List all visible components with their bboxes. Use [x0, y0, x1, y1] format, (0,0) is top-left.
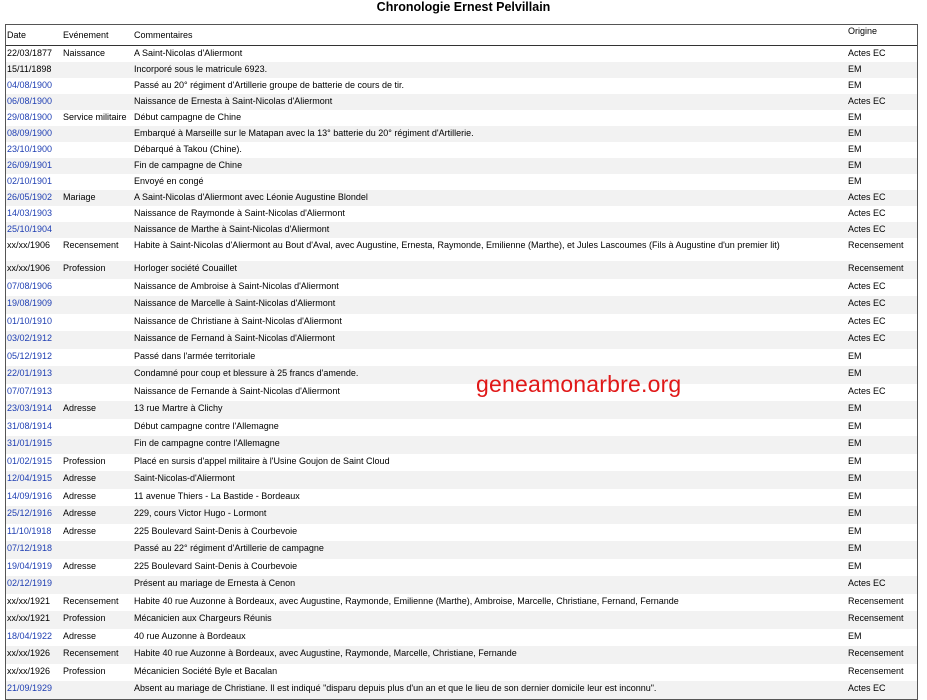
comment-cell: 225 Boulevard Saint-Denis à Courbevoie [134, 525, 298, 536]
watermark: geneamonarbre.org [476, 371, 682, 397]
event-cell: Recensement [63, 240, 119, 250]
comment-cell: Mécanicien aux Chargeurs Réunis [134, 613, 272, 623]
date-link[interactable]: 19/04/1919 [7, 560, 53, 571]
table-row [6, 349, 917, 367]
comment-cell: Fin de campagne de Chine [134, 160, 243, 170]
origin-cell: Recensement [848, 595, 904, 606]
origin-cell: Actes EC [848, 385, 886, 396]
table-header [6, 25, 917, 46]
comment-cell: Naissance de Ambroise à Saint-Nicolas d'Aliermont [134, 280, 339, 291]
table-row [6, 436, 917, 454]
origin-cell: Actes EC [848, 578, 886, 588]
table-row [6, 594, 917, 612]
comment-cell: 225 Boulevard Saint-Denis à Courbevoie [134, 560, 298, 571]
comment-cell: Passé dans l'armée territoriale [134, 350, 256, 361]
comment-cell: Mécanicien Société Byle et Bacalan [134, 665, 278, 676]
comment-cell: Naissance de Raymonde à Saint-Nicolas d'Aliermont [134, 208, 345, 218]
origin-cell: EM [848, 144, 862, 154]
origin-cell: EM [848, 160, 862, 170]
event-cell: Adresse [63, 403, 97, 413]
date-cell: 22/03/1877 [7, 48, 53, 58]
date-link[interactable]: 01/10/1910 [7, 315, 53, 326]
header-comment: Commentaires [134, 30, 193, 40]
table-row [6, 559, 917, 577]
origin-cell: Actes EC [848, 48, 886, 58]
origin-cell: EM [848, 403, 862, 413]
table-row [6, 222, 917, 238]
origin-cell: Actes EC [848, 192, 886, 202]
table-row [6, 238, 917, 261]
table-row [6, 506, 917, 524]
table-row [6, 576, 917, 594]
comment-cell: Condamné pour coup et blessure à 25 francs d'amende. [134, 368, 359, 378]
date-link[interactable]: 02/10/1901 [7, 176, 53, 186]
date-link[interactable]: 23/03/1914 [7, 403, 53, 413]
table-row [6, 142, 917, 158]
date-link[interactable]: 31/01/1915 [7, 438, 53, 448]
comment-cell: 40 rue Auzonne à Bordeaux [134, 630, 246, 641]
date-link[interactable]: 04/08/1900 [7, 80, 53, 90]
date-cell: xx/xx/1926 [7, 648, 51, 658]
origin-cell: EM [848, 560, 862, 571]
comment-cell: Placé en sursis d'appel militaire à l'Usine Goujon de Saint Cloud [134, 455, 390, 466]
table-row [6, 94, 917, 110]
date-link[interactable]: 14/09/1916 [7, 490, 53, 501]
table-row [6, 314, 917, 332]
origin-cell: Actes EC [848, 280, 886, 291]
comment-cell: Passé au 22° régiment d'Artillerie de campagne [134, 543, 324, 553]
origin-cell: EM [848, 455, 862, 466]
date-link[interactable]: 03/02/1912 [7, 333, 53, 343]
table-row [6, 158, 917, 174]
event-cell: Mariage [63, 192, 96, 202]
page-title: Chronologie Ernest Pelvillain [376, 0, 551, 14]
origin-cell: Recensement [848, 263, 904, 273]
date-link[interactable]: 12/04/1915 [7, 473, 53, 483]
table-row [6, 366, 917, 384]
comment-cell: A Saint-Nicolas d'Aliermont avec Léonie Augustine Blondel [134, 192, 368, 202]
date-link[interactable]: 05/12/1912 [7, 350, 53, 361]
date-cell: xx/xx/1921 [7, 595, 51, 606]
origin-cell: Recensement [848, 240, 904, 250]
table-row [6, 384, 917, 402]
date-link[interactable]: 06/08/1900 [7, 96, 53, 106]
comment-cell: Absent au mariage de Christiane. Il est indiqué "disparu depuis plus d'un an et que le lieu de son dernier domicile leur est inconnu". [134, 683, 657, 693]
header-origin: Origine [848, 26, 878, 36]
origin-cell: EM [848, 176, 862, 186]
date-link[interactable]: 07/12/1918 [7, 543, 53, 553]
table-row [6, 629, 917, 647]
comment-cell: Naissance de Marthe à Saint-Nicolas d'Aliermont [134, 224, 330, 234]
date-link[interactable]: 11/10/1918 [7, 525, 52, 536]
table-row [6, 401, 917, 419]
table-row [6, 611, 917, 629]
date-link[interactable]: 23/10/1900 [7, 144, 53, 154]
comment-cell: Fin de campagne contre l'Allemagne [134, 438, 280, 448]
date-link[interactable]: 07/08/1906 [7, 280, 53, 291]
comment-cell: Début campagne contre l'Allemagne [134, 420, 279, 431]
origin-cell: EM [848, 420, 862, 431]
date-cell: xx/xx/1926 [7, 665, 51, 676]
comment-cell: Début campagne de Chine [134, 112, 242, 122]
date-link[interactable]: 14/03/1903 [7, 208, 53, 218]
event-cell: Naissance [63, 48, 106, 58]
origin-cell: EM [848, 438, 862, 448]
table-row [6, 296, 917, 314]
date-link[interactable]: 21/09/1929 [7, 683, 53, 693]
event-cell: Profession [63, 263, 106, 273]
origin-cell: EM [848, 112, 862, 122]
origin-cell: Actes EC [848, 333, 886, 343]
date-link[interactable]: 25/10/1904 [7, 224, 53, 234]
date-link[interactable]: 25/12/1916 [7, 508, 53, 518]
origin-cell: Actes EC [848, 315, 886, 326]
comment-cell: Passé au 20° régiment d'Artillerie groupe de batterie de cours de tir. [134, 80, 404, 90]
event-cell: Adresse [63, 508, 97, 518]
header-date: Date [7, 30, 27, 40]
table-row [6, 46, 917, 62]
event-cell: Profession [63, 455, 106, 466]
origin-cell: EM [848, 128, 862, 138]
date-link[interactable]: 22/01/1913 [7, 368, 53, 378]
event-cell: Recensement [63, 595, 119, 606]
table-row [6, 471, 917, 489]
table-row [6, 454, 917, 472]
table-row [6, 62, 917, 78]
event-cell: Profession [63, 613, 106, 623]
origin-cell: Actes EC [848, 683, 886, 693]
comment-cell: A Saint-Nicolas d'Aliermont [134, 48, 243, 58]
comment-cell: Saint-Nicolas-d'Aliermont [134, 473, 235, 483]
origin-cell: Actes EC [848, 224, 886, 234]
comment-cell: Habite à Saint-Nicolas d'Aliermont au Bout d'Aval, avec Augustine, Ernesta, Raymonde, Emilienne (Marthe), et Jules Lascoumes (Fils à Augustine d'un premier lit) [134, 240, 780, 250]
table-row [6, 110, 917, 126]
comment-cell: Naissance de Fernand à Saint-Nicolas d'Aliermont [134, 333, 335, 343]
chronology-table [5, 24, 918, 700]
event-cell: Profession [63, 665, 106, 676]
comment-cell: Incorporé sous le matricule 6923. [134, 64, 268, 74]
table-row [6, 279, 917, 297]
table-row [6, 126, 917, 142]
origin-cell: Recensement [848, 665, 904, 676]
date-cell: xx/xx/1906 [7, 263, 51, 273]
date-link[interactable]: 02/12/1919 [7, 578, 53, 588]
table-row [6, 190, 917, 206]
table-row [6, 681, 917, 699]
comment-cell: Naissance de Christiane à Saint-Nicolas d'Aliermont [134, 315, 342, 326]
origin-cell: EM [848, 543, 862, 553]
comment-cell: Présent au mariage de Ernesta à Cenon [134, 578, 296, 588]
table-row [6, 261, 917, 279]
origin-cell: EM [848, 630, 862, 641]
comment-cell: Habite 40 rue Auzonne à Bordeaux, avec Augustine, Raymonde, Emilienne (Marthe), Ambroise, Marcelle, Christiane, Fernand, Fernande [134, 595, 679, 606]
date-link[interactable]: 08/09/1900 [7, 128, 53, 138]
date-link[interactable]: 18/04/1922 [7, 630, 53, 641]
comment-cell: Naissance de Marcelle à Saint-Nicolas d'Aliermont [134, 298, 336, 308]
event-cell: Adresse [63, 630, 97, 641]
comment-cell: 11 avenue Thiers - La Bastide - Bordeaux [134, 490, 300, 501]
table-row [6, 524, 917, 542]
date-link[interactable]: 01/02/1915 [7, 455, 53, 466]
table-row [6, 419, 917, 437]
comment-cell: Débarqué à Takou (Chine). [134, 144, 242, 154]
table-body [6, 46, 917, 699]
table-row [6, 646, 917, 664]
comment-cell: Naissance de Ernesta à Saint-Nicolas d'Aliermont [134, 96, 333, 106]
date-link[interactable]: 26/09/1901 [7, 160, 53, 170]
table-row [6, 174, 917, 190]
origin-cell: Recensement [848, 613, 904, 623]
event-cell: Recensement [63, 648, 119, 658]
comment-cell: 13 rue Martre à Clichy [134, 403, 223, 413]
table-row [6, 78, 917, 94]
event-cell: Adresse [63, 525, 97, 536]
origin-cell: EM [848, 80, 862, 90]
origin-cell: EM [848, 350, 862, 361]
origin-cell: EM [848, 368, 862, 378]
date-cell: xx/xx/1906 [7, 240, 51, 250]
origin-cell: EM [848, 473, 862, 483]
event-cell: Adresse [63, 490, 97, 501]
table-row [6, 489, 917, 507]
comment-cell: 229, cours Victor Hugo - Lormont [134, 508, 267, 518]
date-link[interactable]: 31/08/1914 [7, 420, 53, 431]
origin-cell: EM [848, 490, 862, 501]
date-cell: 15/11/1898 [7, 64, 52, 74]
origin-cell: EM [848, 525, 862, 536]
date-cell: xx/xx/1921 [7, 613, 51, 623]
comment-cell: Envoyé en congé [134, 176, 204, 186]
origin-cell: Actes EC [848, 96, 886, 106]
origin-cell: Actes EC [848, 298, 886, 308]
table-row [6, 664, 917, 682]
date-link[interactable]: 29/08/1900 [7, 112, 53, 122]
event-cell: Adresse [63, 473, 97, 483]
comment-cell: Embarqué à Marseille sur le Matapan avec la 13° batterie du 20° régiment d'Artillerie. [134, 128, 474, 138]
origin-cell: Actes EC [848, 208, 886, 218]
comment-cell: Horloger société Couaillet [134, 263, 238, 273]
table-row [6, 331, 917, 349]
origin-cell: EM [848, 64, 862, 74]
event-cell: Service militaire [63, 112, 127, 122]
table-row [6, 206, 917, 222]
date-link[interactable]: 07/07/1913 [7, 385, 53, 396]
header-event: Evénement [63, 30, 109, 40]
event-cell: Adresse [63, 560, 97, 571]
origin-cell: EM [848, 508, 862, 518]
date-link[interactable]: 19/08/1909 [7, 298, 53, 308]
date-link[interactable]: 26/05/1902 [7, 192, 53, 202]
origin-cell: Recensement [848, 648, 904, 658]
comment-cell: Naissance de Fernande à Saint-Nicolas d'Aliermont [134, 385, 340, 396]
table-row [6, 541, 917, 559]
comment-cell: Habite 40 rue Auzonne à Bordeaux, avec Augustine, Raymonde, Marcelle, Christiane, Fernande [134, 648, 517, 658]
